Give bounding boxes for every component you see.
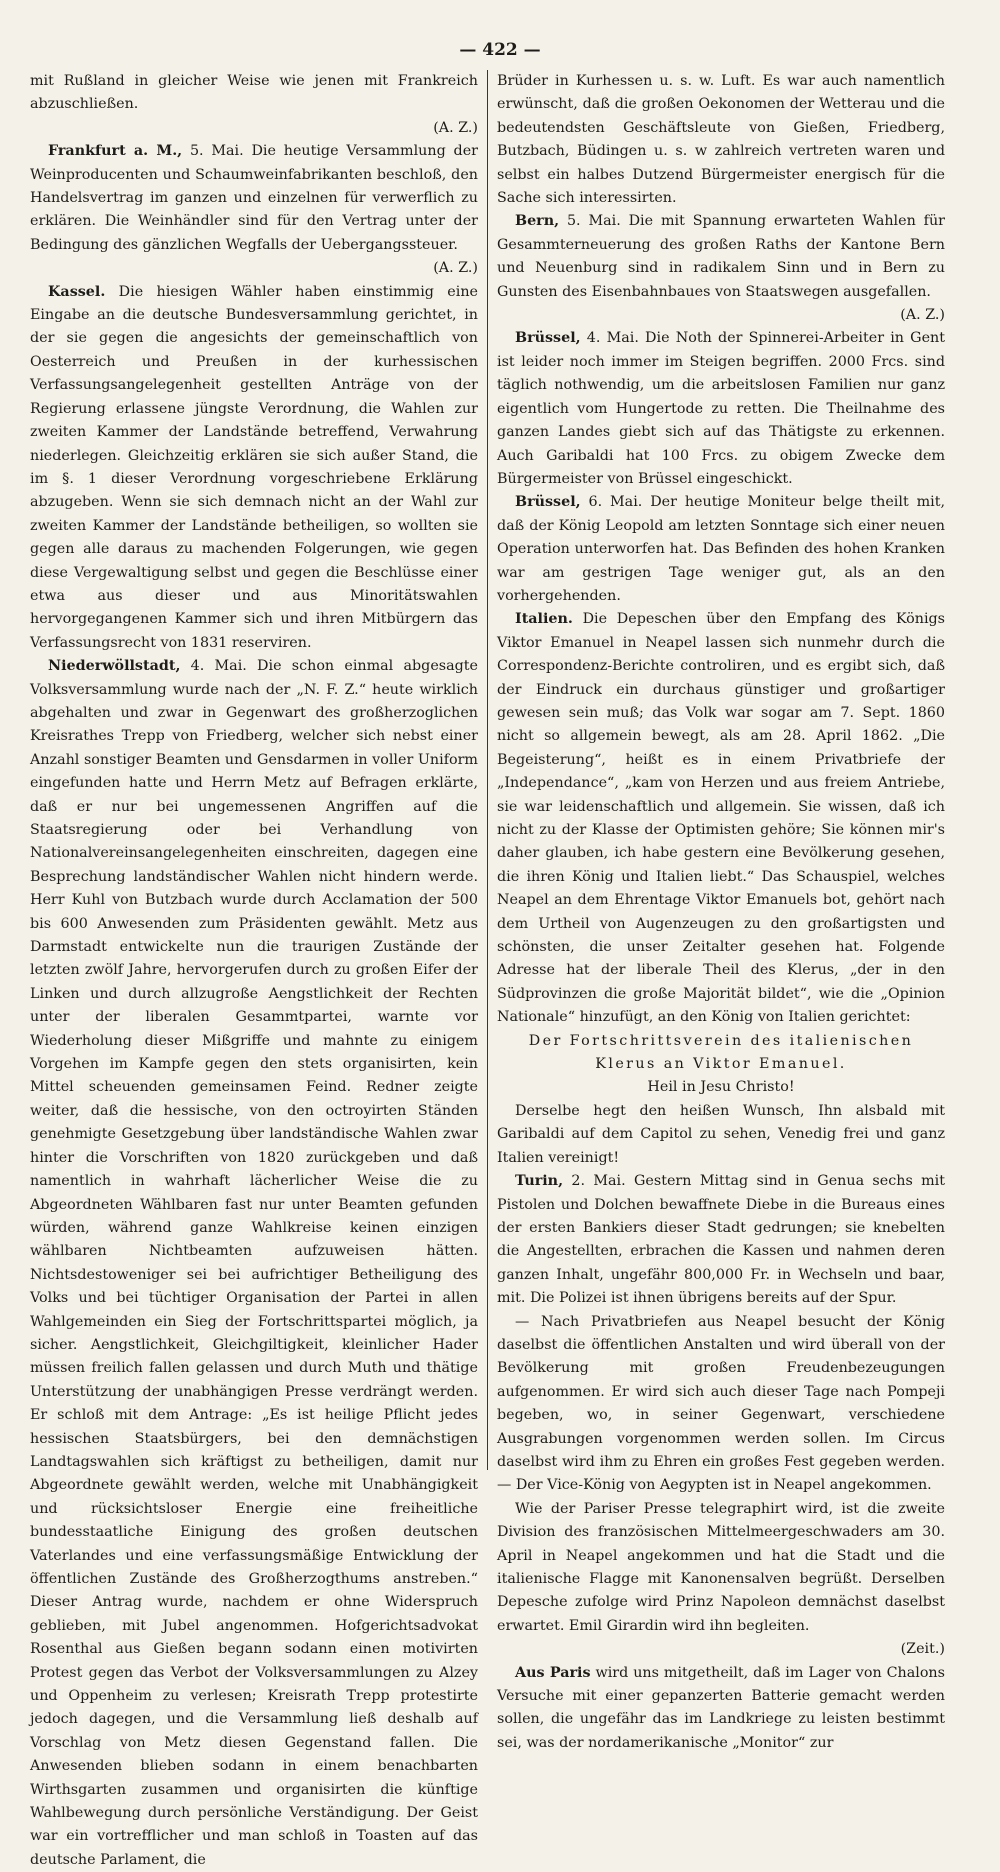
article-paragraph (497, 1311, 945, 1498)
article-paragraph (497, 491, 945, 608)
article-paragraph (497, 1100, 945, 1170)
article-paragraph (497, 70, 945, 210)
article-text: Der Fortschrittsverein des italienischen Klerus an Viktor Emanuel. (528, 1032, 914, 1073)
source-attribution: (Zeit.) (900, 1641, 945, 1658)
article-text: 4. Mai. Die schon einmal abgesagte Volksversammlung wurde nach der „N. F. Z.“ heute wirklich abgehalten und zwar in Gegenwart des großherzoglichen Kreisrathes Trepp von Friedberg, welcher sich nebst einer Anzahl sonstiger Beamten und Gensdarmen in voller Uniform eingefunden hatte und Herrn Metz auf Befragen erklärte, daß er nur bei ungemessenen Angriffen auf die Staatsregierung oder bei Verhandlung von Nationalvereinsangelegenheiten einschreiten, dagegen eine Besprechung landständischer Wahlen nicht hindern werde. Herr Kuhl von Butzbach wurde durch Acclamation der 500 bis 600 Anwesenden zum Präsidenten gewählt. Metz aus Darmstadt entwickelte nun die traurigen Zustände der letzten zwölf Jahre, hervorgerufen durch zu großen Eifer der Linken und durch allzugroße Aengstlichkeit der Rechten unter der liberalen Gesammtpartei, warnte vor Wiederholung dieser Mißgriffe und mahnte zu einigem Vorgehen im Kampfe gegen den stets organisirten, kein Mittel scheuenden gemeinsamen Feind. Redner zeigte weiter, daß die hessische, von den octroyirten Ständen genehmigte Gesetzgebung über landständische Wahlen zwar hinter die Vorschriften von 1820 zurückgeben und daß namentlich in wahrhaft lächerlicher Weise die zu Abgeordneten Wählbaren fast nur unter Beamten gefunden würden, während ganze Wahlkreise keinen einzigen wählbaren Nichtbeamten aufzuweisen hätten. Nichtsdestoweniger sei bei aufrichtiger Betheiligung des Volks und bei tüchtiger Organisation der Partei in allen Wahlgemeinden ein Sieg der Fortschrittspartei möglich, ja sicher. Aengstlichkeit, Gleichgiltigkeit, kleinlicher Hader müssen freilich fallen gelassen und durch Muth und thätige Unterstützung der unabhängigen Presse verdrängt werden. Er schloß mit dem Antrage: „Es ist heilige Pflicht jedes hessischen Staatsbürgers, bei den demnächstigen Landtagswahlen sich kräftigst zu betheiligen, damit nur Abgeordnete gewählt werden, welche mit Unabhängigkeit und rücksichtsloser Energie eine freiheitliche bundesstaatliche Einigung des großen deutschen Vaterlandes und eine verfassungsmäßige Entwicklung der öffentlichen Zustände des Großherzogthums anstreben.“ Dieser Antrag wurde, nachdem er ohne Widerspruch geblieben, mit Jubel angenommen. Hofgerichtsadvokat Rosenthal aus Gießen begann sodann einen motivirten Protest gegen das Verbot der Volksversammlungen zu Alzey und Oppenheim zu verlesen; Kreisrath Trepp protestirte jedoch dagegen, und die Versammlung ließ deshalb auf Vorschlag von Metz diesen Gegenstand fallen. Die Anwesenden blieben sodann in einem benachbarten Wirthsgarten zusammen und organisirten die künftige Wahlbewegung durch persönliche Verständigung. Der Geist war ein vortrefflicher und man schloß in Toasten auf das deutsche Parlament, die (30, 658, 478, 1868)
page-number: — 422 — (459, 40, 541, 60)
dateline-place: Bern, (515, 213, 560, 230)
article-text: 4. Mai. Die Noth der Spinnerei-Arbeiter in Gent ist leider noch immer im Steigen begriffen. 2000 Frcs. sind täglich nothwendig, um die arbeitslosen Familien nur ganz eigentlich vom Hungertode zu retten. Die Theilnahme des ganzen Landes giebt sich auf das Thätigste zu erkennen. Auch Garibaldi hat 100 Frcs. zu obigem Zwecke dem Bürgermeister von Brüssel eingeschickt. (497, 330, 945, 487)
dateline-place: Kassel. (48, 283, 106, 300)
article-text: 2. Mai. Gestern Mittag sind in Genua sechs mit Pistolen und Dolchen bewaffnete Diebe in die Bureaus eines der ersten Bankiers dieser Stadt gedrungen; sie knebelten die Angestellten, erbrachen die Kassen und nahmen deren ganzen Inhalt, ungefähr 800,000 Fr. in Wechseln und baar, mit. Die Polizei ist ihnen übrigens bereits auf der Spur. (497, 1173, 945, 1307)
left-column (30, 70, 478, 1872)
dateline-place: Italien. (515, 611, 573, 628)
article-text: 5. Mai. Die mit Spannung erwarteten Wahlen für Gesammterneuerung des großen Raths der Kantone Bern und Neuenburg sind in radikalem Sinn und in Bern zu Gunsten des Eisenbahnbaues von Staatswegen ausgefallen. (497, 213, 945, 300)
dateline-place: Brüssel, (515, 494, 581, 511)
article-paragraph (497, 1662, 945, 1756)
article-text: Die Depeschen über den Empfang des Königs Viktor Emanuel in Neapel lassen sich nunmehr durch die Correspondenz-Berichte controliren, und es ergibt sich, daß der Eindruck ein durchaus günstiger und großartiger gewesen sein muß; das Volk war sogar am 7. Sept. 1860 nicht so allgemein bewegt, als am 28. April 1862. „Die Begeisterung“, heißt es in einem Privatbriefe der „Independance“, „kam von Herzen und aus freiem Antriebe, sie war leidenschaftlich und allgemein. Sie wissen, daß ich nicht zu der Klasse der Optimisten gehöre; Sie können mir's daher glauben, ich habe gestern eine Bevölkerung gesehen, die ihren König und Italien liebt.“ Das Schauspiel, welches Neapel an dem Ehrentage Viktor Emanuels bot, gehört nach dem Urtheil von Augenzeugen zu den großartigsten und schönsten, die unser Zeitalter gesehen hat. Folgende Adresse hat der liberale Theil des Klerus, „der in den Südprovinzen die große Majorität bildet“, wie die „Opinion Nationale“ hinzufügt, an den König von Italien gerichtet: (497, 611, 945, 1026)
article-text: Die hiesigen Wähler haben einstimmig eine Eingabe an die deutsche Bundesversammlung gerichtet, in der sie gegen die angesichts der gemeinschaftlich von Oesterreich und Preußen in der kurhessischen Verfassungsangelegenheit gestellten Anträge von der Regierung erlassene jüngste Verordnung, die Wahlen zur zweiten Kammer der Landstände betreffend, Verwahrung niederlegen. Gleichzeitig erklären sie sich außer Stand, die im §. 1 dieser Verordnung vorgeschriebene Erklärung abzugeben. Wenn sie sich demnach nicht an der Wahl zur zweiten Kammer der Landstände betheiligen, so wollten sie gegen alle daraus zu machenden Folgerungen, wie gegen diese Vergewaltigung selbst und gegen die Beschlüsse einer etwa aus dieser und aus Minoritätswahlen hervorgegangenen Kammer sich und ihren Mitbürgern das Verfassungsrecht von 1831 reserviren. (30, 283, 478, 651)
article-paragraph (30, 70, 478, 140)
dateline-place: Aus Paris (515, 1664, 591, 1681)
article-paragraph (30, 655, 478, 1872)
article-paragraph (497, 1170, 945, 1310)
article-text: 6. Mai. Der heutige Moniteur belge theilt mit, daß der König Leopold am letzten Sonntage sich einer neuen Operation unterworfen hat. Das Befinden des hohen Kranken war am gestrigen Tage weniger gut, als an den vorhergehenden. (497, 494, 945, 604)
article-paragraph (497, 608, 945, 1029)
source-attribution: (A. Z.) (900, 307, 945, 324)
dateline-place: Frankfurt a. M., (48, 143, 183, 160)
article-text: Wie der Pariser Presse telegraphirt wird, ist die zweite Division des französischen Mittelmeergeschwaders am 30. April in Neapel angekommen und hat die Stadt und die italienische Flagge mit Kanonensalven begrüßt. Derselben Depesche zufolge wird Prinz Napoleon demnächst daselbst erwartet. Emil Girardin wird ihn begleiten. (497, 1500, 945, 1634)
dateline-place: Brüssel, (515, 330, 581, 347)
article-paragraph (30, 281, 478, 656)
source-attribution: (A. Z.) (433, 260, 478, 277)
article-text: — Nach Privatbriefen aus Neapel besucht der König daselbst die öffentlichen Anstalten und wird überall von der Bevölkerung mit großen Freudenbezeugungen aufgenommen. Er wird sich auch dieser Tage nach Pompeji begeben, wo, in seiner Gegenwart, verschiedene Ausgrabungen vorgenommen werden sollen. Im Circus daselbst wird ihm zu Ehren ein großes Fest gegeben werden. — Der Vice-König von Aegypten ist in Neapel angekommen. (497, 1313, 945, 1494)
article-paragraph (497, 210, 945, 327)
article-text: wird uns mitgetheilt, daß im Lager von Chalons Versuche mit einer gepanzerten Batterie gemacht werden sollen, die ungefähr das im Landkriege zu leisten bestimmt sei, was der nordamerikanische „Monitor“ zur (497, 1664, 945, 1751)
article-paragraph (497, 1498, 945, 1662)
article-paragraph (497, 1030, 945, 1077)
article-paragraph (497, 327, 945, 491)
right-column (497, 70, 945, 1755)
article-text: 5. Mai. Die heutige Versammlung der Weinproducenten und Schaumweinfabrikanten beschloß, den Handelsvertrag im ganzen und einzelnen für verwerflich zu erklären. Die Weinhändler sind für den Vertrag unter der Bedingung des gänzlichen Wegfalls der Uebergangssteuer. (30, 143, 478, 253)
article-text: Heil in Jesu Christo! (647, 1079, 795, 1096)
column-divider (487, 70, 488, 1470)
article-text: Derselbe hegt den heißen Wunsch, Ihn alsbald mit Garibaldi auf dem Capitol zu sehen, Venedig frei und ganz Italien vereinigt! (497, 1102, 945, 1166)
article-text: mit Rußland in gleicher Weise wie jenen mit Frankreich abzuschließen. (30, 73, 478, 113)
article-text: Brüder in Kurhessen u. s. w. Luft. Es war auch namentlich erwünscht, daß die großen Oekonomen der Wetterau und die bedeutendsten Geschäftsleute von Gießen, Friedberg, Butzbach, Büdingen u. s. w zahlreich vertreten waren und selbst ein halbes Dutzend Bürgermeister energisch für die Sache sich interessirten. (497, 73, 945, 207)
dateline-place: Niederwöllstadt, (48, 658, 181, 675)
article-paragraph (30, 140, 478, 280)
dateline-place: Turin, (515, 1173, 564, 1190)
source-attribution: (A. Z.) (433, 119, 478, 136)
article-paragraph (497, 1076, 945, 1099)
